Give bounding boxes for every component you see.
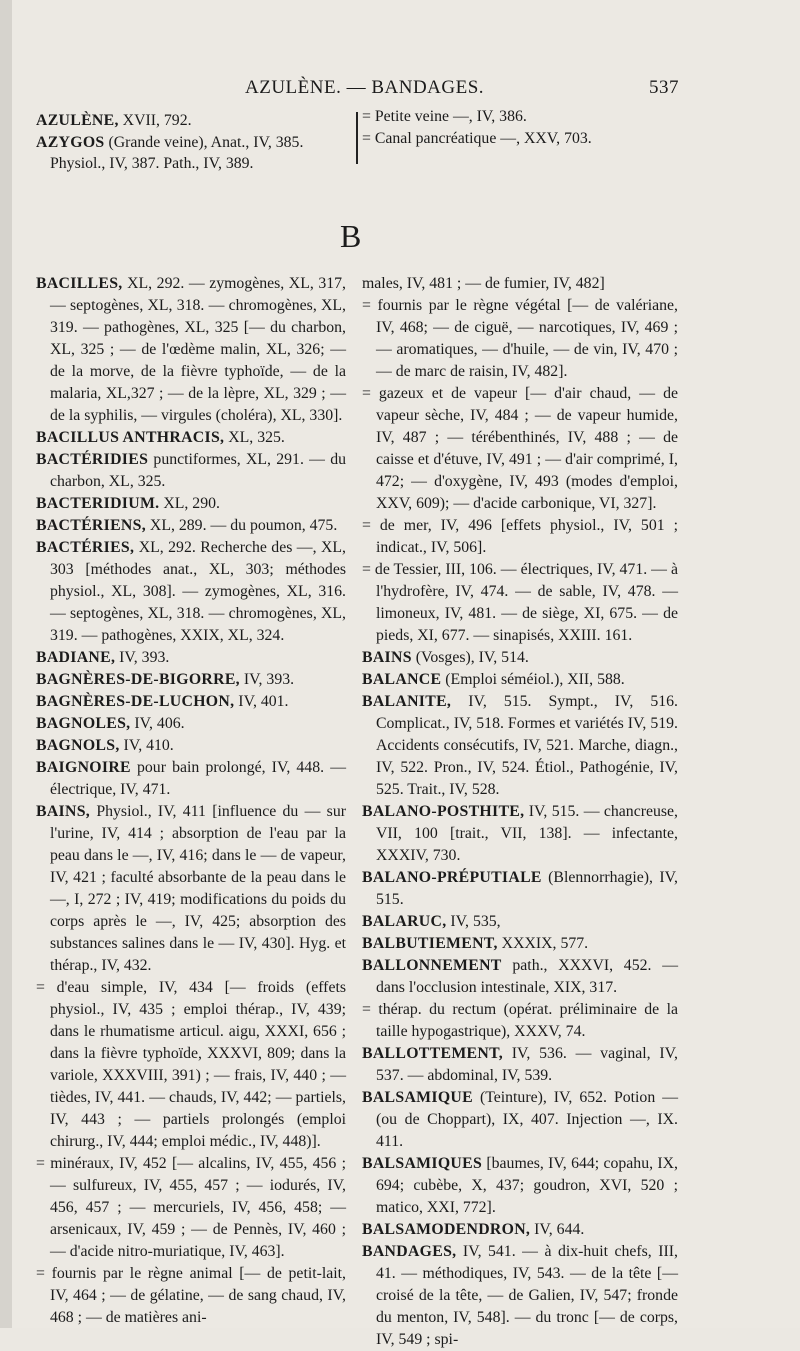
- index-entry: [36, 713, 346, 735]
- index-entry: [36, 537, 346, 647]
- left-column: [36, 273, 346, 1329]
- entry-text: = fournis par le règne végétal [— de valériane, IV, 468; — de ciguë, — narcotiques, IV, 469 ; — aromatiques, — d'huile, — de vin, IV, 470 ; — de marc de raisin, IV, 482].: [362, 297, 678, 380]
- index-entry: [36, 977, 346, 1153]
- headword: BACTÉRIENS,: [36, 517, 146, 534]
- index-entry: [362, 933, 678, 955]
- headword: BALLONNEMENT: [362, 957, 502, 974]
- entry-text: = de Tessier, III, 106. — électriques, IV, 471. — à l'hydrofère, IV, 474. — de sable, IV, 478. — limoneux, IV, 481. — de siège, XI, 675. — de pieds, XI, 677. — sinapisés, XXIII. 161.: [362, 561, 678, 644]
- index-entry: [362, 911, 678, 933]
- index-entry: [36, 427, 346, 449]
- index-entry: [362, 647, 678, 669]
- entry-text: [baumes, IV, 644; copahu, IX, 694; cubèbe, X, 437; goudron, XVI, 520 ; matico, XXI, 772].: [376, 1155, 678, 1216]
- top-right-entries: [362, 106, 672, 149]
- index-entry: [362, 1241, 678, 1351]
- index-entry: [36, 801, 346, 977]
- entry-text: IV, 401.: [234, 693, 289, 710]
- entry-text: (Teinture), IV, 652. Potion — (ou de Choppart), IX, 407. Injection —, IX. 411.: [376, 1089, 678, 1150]
- index-entry: [36, 1153, 346, 1263]
- index-entry: [36, 647, 346, 669]
- entry-text: XL, 289. — du poumon, 475.: [145, 517, 338, 534]
- entry-text: pour bain prolongé, IV, 448. — électrique, IV, 471.: [50, 759, 346, 798]
- headword: BAGNÈRES-DE-LUCHON,: [36, 693, 235, 710]
- page-gutter-shadow: [0, 0, 12, 1328]
- index-entry: [36, 757, 346, 801]
- entry-text: XL, 325.: [224, 429, 285, 446]
- entry: [362, 106, 672, 128]
- index-entry: [362, 1153, 678, 1219]
- entry-text: punctiformes, XL, 291. — du charbon, XL, 325.: [50, 451, 346, 490]
- index-entry: [362, 383, 678, 515]
- index-entry: [362, 801, 678, 867]
- entry-text: IV, 406.: [130, 715, 185, 732]
- index-entry: [362, 1043, 678, 1087]
- index-entry: [362, 867, 678, 911]
- headword: AZULÈNE,: [36, 112, 119, 129]
- headword: BALBUTIEMENT,: [362, 935, 498, 952]
- entry-text: path., XXXVI, 452. — dans l'occlusion intestinale, XIX, 317.: [376, 957, 678, 996]
- headword: BALLOTTEMENT,: [362, 1045, 503, 1062]
- headword: BAIGNOIRE: [36, 759, 131, 776]
- headword: BACTERIDIUM.: [36, 495, 160, 512]
- index-entry: [362, 1219, 678, 1241]
- index-entry: [36, 669, 346, 691]
- entry-text: IV, 644.: [530, 1221, 585, 1238]
- entry-text: = thérap. du rectum (opérat. préliminaire de la taille hypogastrique), XXXV, 74.: [362, 1001, 678, 1040]
- entry-text: XVII, 792.: [118, 112, 192, 129]
- entry-text: IV, 541. — à dix-huit chefs, III, 41. — méthodiques, IV, 543. — de la tête [— croisé de la tête, — de Galien, IV, 547; fronde du menton, IV, 548]. — du tronc [— de corps, IV, 549 ; spi-: [376, 1243, 678, 1348]
- entry-text: IV, 393.: [115, 649, 170, 666]
- entry-text: XL, 290.: [159, 495, 220, 512]
- index-entry: [362, 1087, 678, 1153]
- headword: BACILLES,: [36, 275, 123, 292]
- entry-text: IV, 515. — chancreuse, VII, 100 [trait., VII, 138]. — infectante, XXXIV, 730.: [376, 803, 678, 864]
- index-entry: [36, 273, 346, 427]
- entry-text: (Vosges), IV, 514.: [411, 649, 529, 666]
- entry-text: IV, 536. — vaginal, IV, 537. — abdominal, IV, 539.: [376, 1045, 678, 1084]
- headword: BAGNOLS,: [36, 737, 120, 754]
- entry-text: = de mer, IV, 496 [effets physiol., IV, 501 ; indicat., IV, 506].: [362, 517, 678, 556]
- index-entry: [362, 515, 678, 559]
- entry-text: males, IV, 481 ; — de fumier, IV, 482]: [362, 275, 605, 292]
- headword: AZYGOS: [36, 133, 105, 151]
- entry: [36, 132, 356, 175]
- headword: BALANCE: [362, 671, 442, 688]
- index-entry: [362, 273, 678, 295]
- headword: BACTÉRIDIES: [36, 451, 149, 468]
- headword: BAINS: [362, 649, 412, 666]
- headword: BADIANE,: [36, 649, 116, 666]
- headword: BALSAMIQUE: [362, 1089, 473, 1106]
- headword: BAGNÈRES-DE-BIGORRE,: [36, 671, 240, 688]
- index-entry: [362, 955, 678, 999]
- page-header: [245, 77, 685, 99]
- index-entry: [36, 449, 346, 493]
- index-entry: [36, 493, 346, 515]
- entry-text: = d'eau simple, IV, 434 [— froids (effets physiol., IV, 435 ; emploi thérap., IV, 439; dans le rhumatisme articul. aigu, XXXI, 656 ; dans la fièvre typhoïde, XXXVI, 809; dans la variole, XXXVIII, 391) ; — frais, IV, 440 ; — tièdes, IV, 441. — chauds, IV, 442; — partiels, IV, 443 ; — partiels prolongés (emploi chirurg., IV, 444; emploi médic., IV, 448)].: [36, 979, 346, 1150]
- section-letter: B: [340, 218, 362, 254]
- entry-text: IV, 393.: [239, 671, 295, 688]
- entry-text: IV, 410.: [119, 737, 174, 754]
- index-entry: [362, 295, 678, 383]
- entry: [362, 128, 672, 150]
- entry-text: Physiol., IV, 411 [influence du — sur l'urine, IV, 414 ; absorption de l'eau par la peau dans le —, IV, 416; dans le — de vapeur, IV, 421 ; faculté absorbante de la peau dans le —, I, 272 ; IV, 419; modifications du poids du corps après le —, IV, 425; absorption des substances salines dans le — IV, 430]. Hyg. et thérap., IV, 432.: [50, 803, 346, 974]
- index-entry: [36, 735, 346, 757]
- entry-text: IV, 535,: [446, 913, 501, 930]
- headword: BALSAMODENDRON,: [362, 1221, 531, 1238]
- entry-text: = Petite veine —, IV, 386.: [362, 108, 527, 125]
- page-number: 537: [649, 77, 679, 98]
- headword: BALARUC,: [362, 913, 447, 930]
- headword: BANDAGES,: [362, 1243, 457, 1260]
- index-entry: [362, 999, 678, 1043]
- entry-text: = Canal pancréatique —, XXV, 703.: [362, 129, 592, 147]
- index-entry: [362, 691, 678, 801]
- headword: BACILLUS ANTHRACIS,: [36, 429, 225, 446]
- entry-text: = gazeux et de vapeur [— d'air chaud, — de vapeur sèche, IV, 484 ; — de vapeur humide, IV, 487 ; — térébenthinés, IV, 488 ; — de caisse et d'étuve, IV, 491 ; — d'air comprimé, I, 472; — d'oxygène, IV, 493 (modes d'emploi, XXV, 609); — d'acide carbonique, VI, 327].: [362, 385, 678, 512]
- entry-text: IV, 515. Sympt., IV, 516. Complicat., IV, 518. Formes et variétés IV, 519. Accidents consécutifs, IV, 521. Marche, diagn., IV, 522. Pron., IV, 524. Étiol., Pathogénie, IV, 525. Trait., IV, 528.: [376, 693, 678, 798]
- index-entry: [36, 691, 346, 713]
- entry-text: (Blennorrhagie), IV, 515.: [376, 869, 678, 908]
- entry-text: XL, 292. Recherche des —, XL, 303 [méthodes anat., XL, 303; méthodes physiol., XL, 308]. — zymogènes, XL, 316. — septogènes, XL, 318. — chromogènes, XL, 319. — pathogènes, XXIX, XL, 324.: [50, 539, 346, 644]
- entry-text: XL, 292. — zymogènes, XL, 317, — septogènes, XL, 318. — chromogènes, XL, 319. — pathogènes, XL, 325 [— du charbon, XL, 325 ; — de l'œdème malin, XL, 326; — de la morve, de la fièvre typhoïde, — de la malaria, XL,327 ; — de la lèpre, XL, 329 ; — de la syphilis, — virgules (choléra), XL, 330].: [50, 275, 346, 424]
- index-entry: [36, 1263, 346, 1329]
- headword: BALANO-POSTHITE,: [362, 803, 525, 820]
- index-entry: [36, 515, 346, 537]
- index-entry: [362, 559, 678, 647]
- headword: BALANITE,: [362, 693, 452, 710]
- top-left-entries: [36, 110, 356, 175]
- headword: BACTÉRIES,: [36, 539, 135, 556]
- column-divider-bracket: [356, 112, 358, 164]
- headword: BALANO-PRÉPUTIALE: [362, 869, 542, 886]
- headword: BAGNOLES,: [36, 715, 131, 732]
- headword: BALSAMIQUES: [362, 1155, 483, 1172]
- entry-text: = minéraux, IV, 452 [— alcalins, IV, 455, 456 ; — sulfureux, IV, 455, 457 ; — iodurés, IV, 456, 457 ; — mercuriels, IV, 456, 458; — arsenicaux, IV, 459 ; — de Pennès, IV, 460 ; — d'acide nitro-muriatique, IV, 463].: [36, 1155, 346, 1260]
- entry-text: = fournis par le règne animal [— de petit-lait, IV, 464 ; — de gélatine, — de sang chaud, IV, 468 ; — de matières ani-: [36, 1265, 346, 1326]
- headword: BAINS,: [36, 803, 91, 820]
- running-title: AZULÈNE. — BANDAGES.: [245, 77, 485, 98]
- entry-text: (Emploi séméiol.), XII, 588.: [441, 671, 625, 688]
- entry: [36, 110, 356, 132]
- index-entry: [362, 669, 678, 691]
- entry-text: (Grande veine), Anat., IV, 385. Physiol., IV, 387. Path., IV, 389.: [50, 133, 304, 172]
- right-column: [362, 273, 678, 1351]
- entry-text: XXXIX, 577.: [497, 935, 589, 952]
